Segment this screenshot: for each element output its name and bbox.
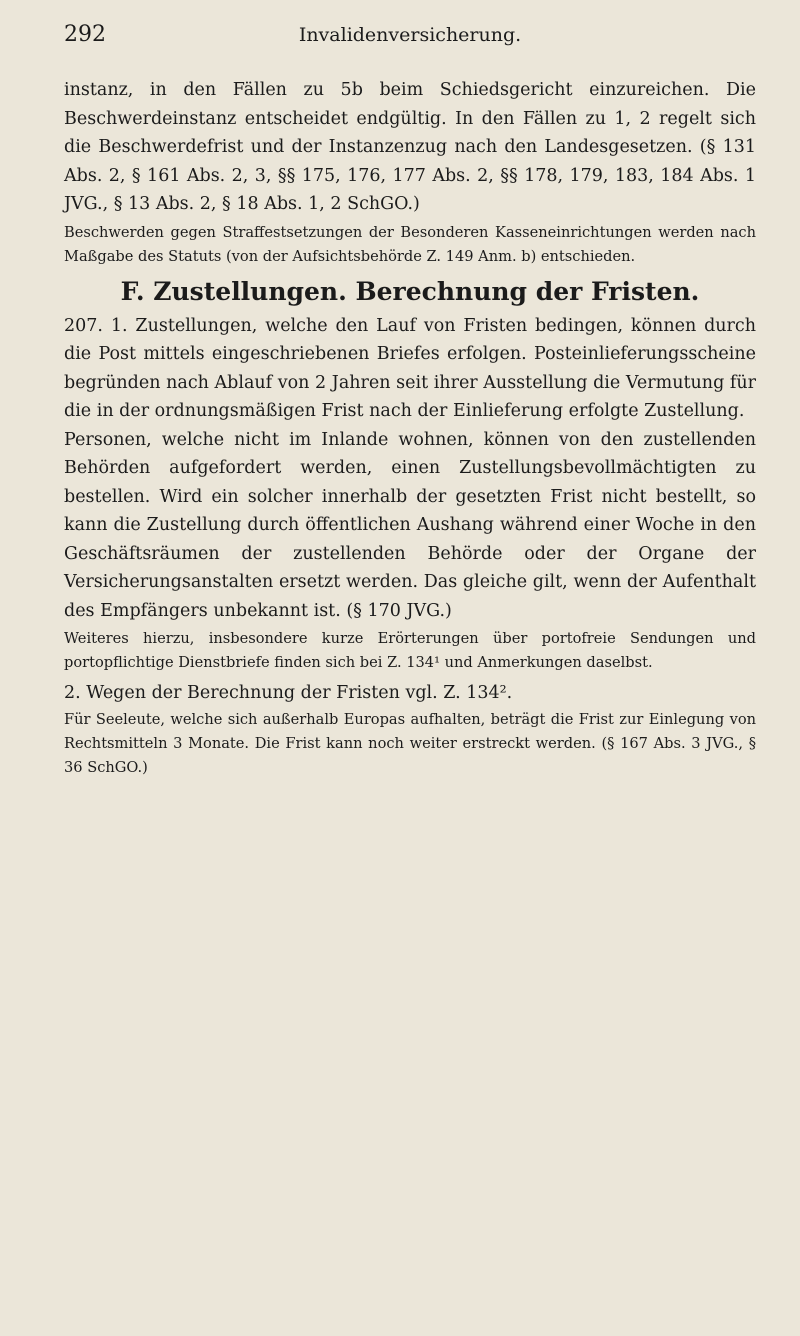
paragraph-service-by-post: 207. 1. Zustellungen, welche den Lauf von Fristen bedingen, können durch die Post mittels eingeschriebenen Briefes erfolgen. Posteinlieferungsscheine begründen nach Ablauf von 2 Jahren seit ihrer Ausstellung die Vermutung für die in der ordnungsmäßigen Frist nach der Einlieferung erfolgte Zustellung. xyxy=(64,315,756,421)
paragraph-fine-complaints: Beschwerden gegen Straffestsetzungen der Besonderen Kasseneinrichtungen werden nach Maßgabe des Statuts (von der Aufsichtsbehörde Z. 149 Anm. b) entschieden. xyxy=(64,223,756,265)
page-body xyxy=(64,76,756,780)
paragraph-postage-note: Weiteres hierzu, insbesondere kurze Erörterungen über portofreie Sendungen und portopflichtige Dienstbriefe finden sich bei Z. 134¹ und Anmerkungen daselbst. xyxy=(64,630,756,671)
paragraph-seafarers-deadline: Für Seeleute, welche sich außerhalb Europas aufhalten, beträgt die Frist zur Einlegung von Rechtsmitteln 3 Monate. Die Frist kann noch weiter erstreckt werden. (§ 167 Abs. 3 JVG., § 36 SchGO.) xyxy=(64,710,756,776)
running-title: Invalidenversicherung. xyxy=(298,24,522,46)
paragraph-appeal-instance: instanz, in den Fällen zu 5b beim Schiedsgericht einzureichen. Die Beschwerdeinstanz entscheidet endgültig. In den Fällen zu 1, 2 regelt sich die Beschwerdefrist und der Instanzenzug nach den Landesgesetzen. (§ 131 Abs. 2, § 161 Abs. 2, 3, §§ 175, 176, 177 Abs. 2, §§ 178, 179, 183, 184 Abs. 1 JVG., § 13 Abs. 2, § 18 Abs. 1, 2 SchGO.) xyxy=(64,80,756,214)
paragraph-deadline-calculation: 2. Wegen der Berechnung der Fristen vgl. Z. 134². xyxy=(64,683,513,703)
page-number: 292 xyxy=(64,22,106,47)
section-title: F. Zustellungen. Berechnung der Fristen. xyxy=(120,276,700,306)
paragraph-service-abroad: Personen, welche nicht im Inlande wohnen, können von den zustellenden Behörden aufgefordert werden, einen Zustellungsbevollmächtigten zu bestellen. Wird ein solcher innerhalb der gesetzten Frist nicht bestellt, so kann die Zustellung durch öffentlichen Aushang während einer Woche in den Geschäftsräumen der zustellenden Behörde oder der Organe der Versicherungsanstalten ersetzt werden. Das gleiche gilt, wenn der Aufenthalt des Empfängers unbekannt ist. (§ 170 JVG.) xyxy=(64,429,756,621)
page-header xyxy=(64,22,756,56)
